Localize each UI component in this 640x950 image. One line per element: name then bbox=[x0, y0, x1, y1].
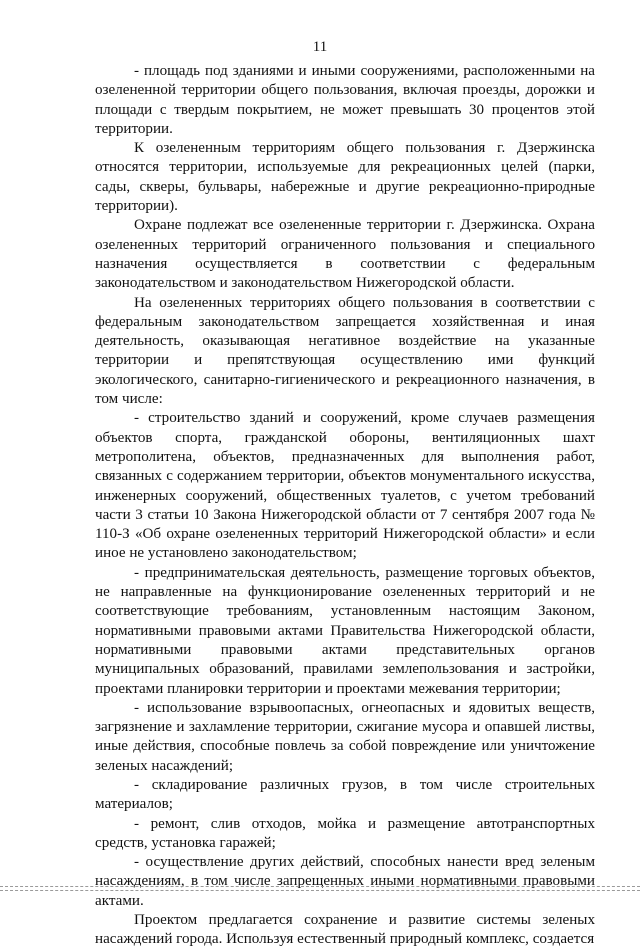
list-item: - складирование различных грузов, в том числе строительных материалов; bbox=[95, 776, 595, 813]
list-item: - предпринимательская деятельность, размещение торговых объектов, не направленные на функционирование озелененных территорий и не соответствующие требованиям, установленным настоящим Законом, нормативными правовыми актами Правительства Нижегородской области, нормативными правовыми актами представительных органов муниципальных образований, правилами землепользования и застройки, проектами планировки территории и проектами межевания территории; bbox=[95, 564, 595, 697]
paragraph: Охране подлежат все озелененные территории г. Дзержинска. Охрана озелененных территорий ограниченного пользования и специального назначения осуществляется в соответствии с федеральным законодательством и законодательством Нижегородской области. bbox=[95, 217, 595, 292]
list-item: - осуществление других действий, способных нанести вред зеленым насаждениям, в том числе запрещенных иными нормативными правовыми актами. bbox=[95, 854, 595, 909]
list-item: - ремонт, слив отходов, мойка и размещение автотранспортных средств, установка гаражей; bbox=[95, 815, 595, 851]
page-body bbox=[95, 62, 595, 950]
paragraph: К озелененным территориям общего пользования г. Дзержинска относятся территории, используемые для рекреационных целей (парки, сады, скверы, бульвары, набережные и другие рекреационно-природные территории). bbox=[95, 140, 595, 215]
paragraph: На озелененных территориях общего пользования в соответствии с федеральным законодательством запрещается хозяйственная и иная деятельность, оказывающая негативное воздействие на указанные территории и препятствующая осуществлению ими функций экологического, санитарно-гигиенического и рекреационного назначения, в том числе: bbox=[95, 294, 595, 408]
list-item: - строительство зданий и сооружений, кроме случаев размещения объектов спорта, гражданской обороны, вентиляционных шахт метрополитена, объектов, предназначенных для выполнения работ, связанных с содержанием территории, объектов монументального искусства, инженерных сооружений, общественных туалетов, с учетом требований части 3 статьи 10 Закона Нижегородской области от 7 сентября 2007 года № 110-З «Об охране озелененных территорий Нижегородской области» и если иное не установлено законодательством; bbox=[95, 410, 595, 562]
scan-artifact-line bbox=[0, 890, 640, 891]
page-number: 11 bbox=[312, 39, 328, 55]
scan-artifact-line bbox=[0, 886, 640, 887]
paragraph: - площадь под зданиями и иными сооружениями, расположенными на озелененной территории общего пользования, включая проезды, дорожки и площади с твердым покрытием, не может превышать 30 процентов этой территории. bbox=[95, 63, 595, 137]
list-item: - использование взрывоопасных, огнеопасных и ядовитых веществ, загрязнение и захламление территории, сжигание мусора и опавшей листвы, иные действия, способные повлечь за собой повреждение или уничтожение зеленых насаждений; bbox=[95, 699, 595, 774]
paragraph: Проектом предлагается сохранение и развитие системы зеленых насаждений города. Используя естественный природный комплекс, создается bbox=[95, 912, 595, 948]
